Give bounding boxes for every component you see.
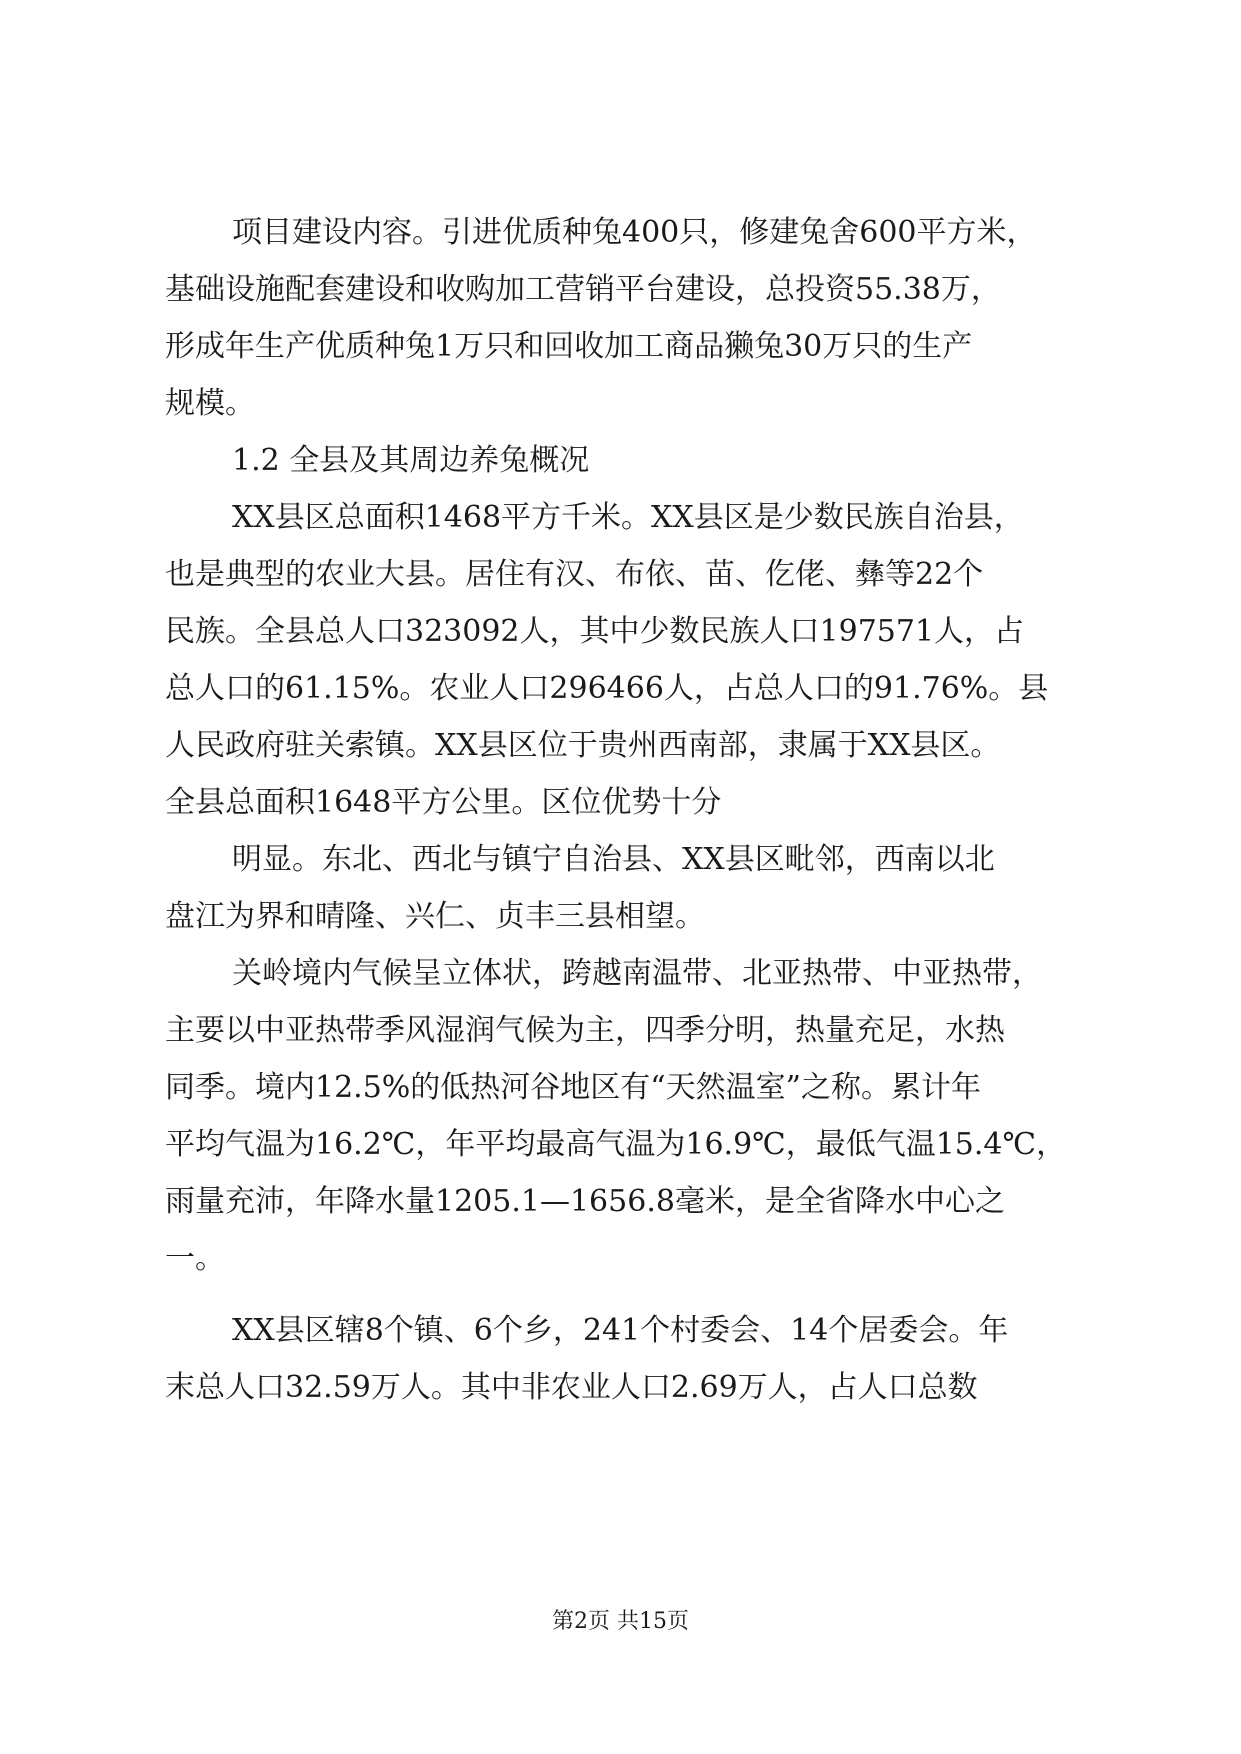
page-number-footer: 第2页 共15页 xyxy=(552,1609,689,1634)
document-page: 项目建设内容。引进优质种兔400只，修建兔舍600平方米， 基础设施配套建设和收购加工营销平台建设，总投资55.38万， 形成年生产优质种兔1万只和回收加工商品獭兔30万只的生产 规模。 1.2 全县及其周边养兔概况 XX县区总面积1468平方千米。XX县区是少数民族自治县， 也是典型的农业大县。居住有汉、布依、苗、仡佬、彝等22个 民族。全县总人口323092人，其中少数民族人口197571人，占 总人口的61.15%。农业人口296466人，占总人口的91.76%。县 人民政府驻关索镇。XX县区位于贵州西南部，隶属于XX县区。 全县总面积1648平方公里。区位优势十分 明显。东北、西北与镇宁自治县、XX县区毗邻，西南以北 盘江为界和晴隆、兴仁、贞丰三县相望。 关岭境内气候呈立体状，跨越南温带、北亚热带、中亚热带， 主要以中亚热带季风湿润气候为主，四季分明，热量充足，水热 同季。境内12.5%的低热河谷地区有“天然温室”之称。累计年 平均气温为16.2℃，年平均最高气温为16.9℃，最低气温15.4℃， 雨量充沛，年降水量1205.1—1656.8毫米，是全省降水中心之 一。 XX县区辖8个镇、6个乡，241个村委会、14个居委会。年 末总人口32.59万人。其中非农业人口2.69万人，占人口总数 第2页 共15页 xyxy=(0,0,1241,1754)
